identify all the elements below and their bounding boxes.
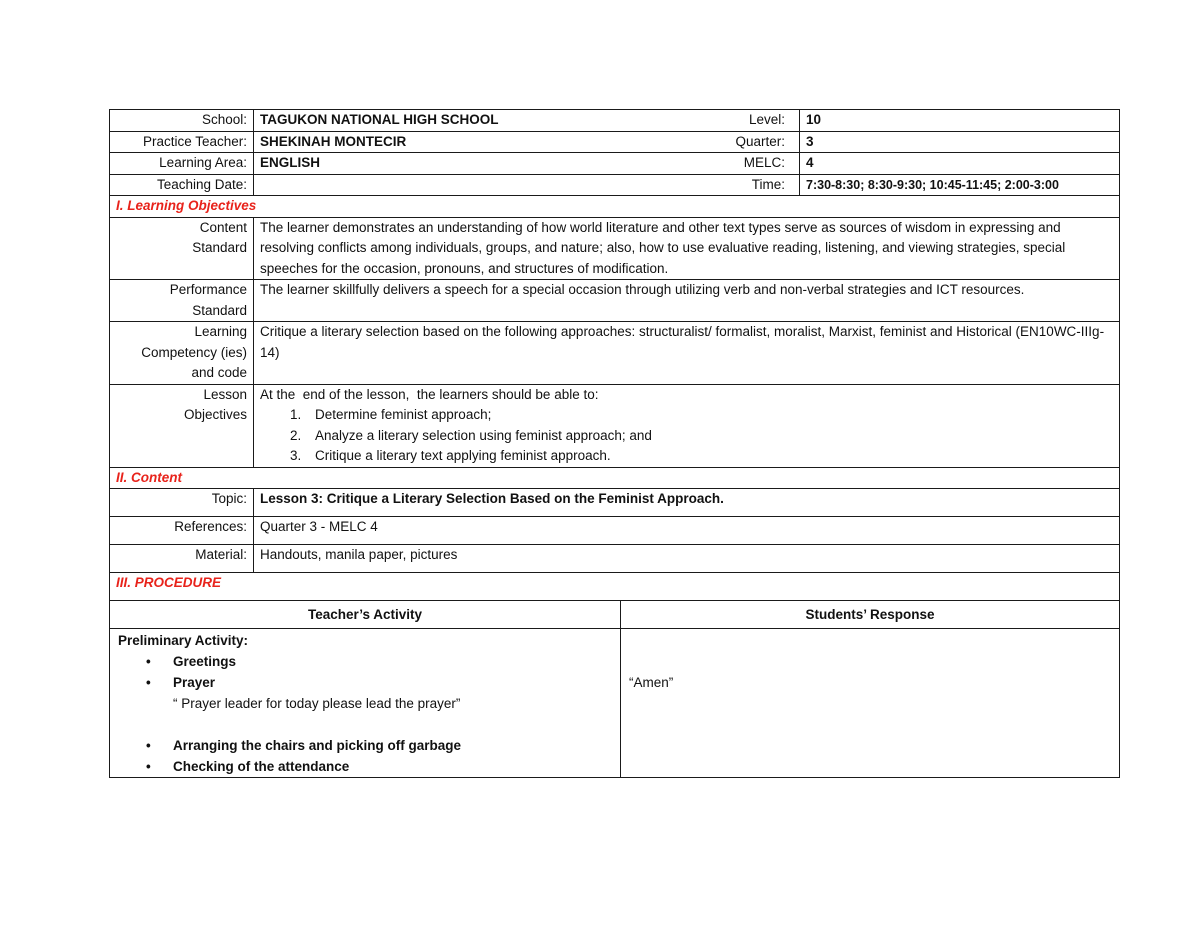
date-label: Teaching Date:: [110, 174, 254, 196]
content-standard-label: Content Standard: [110, 217, 254, 280]
lesson-objectives-list: [260, 405, 1113, 467]
lesson-objective-item: 1. Determine feminist approach;: [305, 405, 1113, 426]
procedure-section-row: [110, 573, 1120, 601]
area-melc-cell: [254, 153, 800, 175]
teacher-activity-cell: [110, 629, 621, 778]
teacher-quarter-cell: [254, 131, 800, 153]
arranging-item: • Arranging the chairs and picking off garbage: [173, 735, 612, 756]
prayer-quote: “ Prayer leader for today please lead the prayer”: [173, 696, 461, 711]
procedure-header-row: [110, 601, 1120, 629]
preliminary-activity-list-2: [118, 735, 612, 777]
spacer: [118, 714, 612, 735]
lesson-objective-item: 3. Critique a literary text applying feminist approach.: [305, 446, 1113, 467]
school-label: School:: [110, 110, 254, 132]
procedure-table: [109, 600, 1120, 778]
content-standard-row: [110, 217, 1120, 280]
lesson-objectives-row: [110, 384, 1120, 467]
area-value: ENGLISH: [260, 155, 321, 170]
lesson-plan-table: [109, 109, 1120, 601]
references-label: References:: [110, 517, 254, 545]
lesson-plan-page: [109, 109, 1119, 778]
lesson-objectives-cell: [254, 384, 1120, 467]
lesson-objective-item: 2. Analyze a literary selection using feminist approach; and: [305, 426, 1113, 447]
competency-row: [110, 322, 1120, 385]
topic-label: Topic:: [110, 489, 254, 517]
content-standard-text: The learner demonstrates an understanding of how world literature and other text types serve as sources of wisdom in expressing and resolving conflicts among individuals, groups, and nature; also, how to use evaluative reading, listening, and viewing strategies, special speeches for the occasion, pronouns, and structures of modification.: [254, 217, 1120, 280]
references-value: Quarter 3 - MELC 4: [254, 517, 1120, 545]
preliminary-activity-list: [118, 651, 612, 693]
teacher-label: Practice Teacher:: [110, 131, 254, 153]
lesson-objectives-label: Lesson Objectives: [110, 384, 254, 467]
competency-text: Critique a literary selection based on the following approaches: structuralist/ formalist, moralist, Marxist, feminist and Historical (EN10WC-IIIg- 14): [254, 322, 1120, 385]
school-level-cell: [254, 110, 800, 132]
material-row: [110, 545, 1120, 573]
date-time-cell: [254, 174, 800, 196]
area-label: Learning Area:: [110, 153, 254, 175]
topic-row: [110, 489, 1120, 517]
teacher-activity-header: Teacher’s Activity: [110, 601, 621, 629]
greetings-item: • Greetings: [173, 651, 612, 672]
spacer: [629, 630, 1111, 672]
performance-standard-label: Performance Standard: [110, 280, 254, 322]
time-value: 7:30-8:30; 8:30-9:30; 10:45-11:45; 2:00-3:00: [800, 174, 1120, 196]
level-label: Level:: [748, 112, 785, 127]
procedure-section-title: III. PROCEDURE: [110, 573, 1120, 601]
level-value: 10: [800, 110, 1120, 132]
melc-label: MELC:: [743, 155, 785, 170]
area-row: [110, 153, 1120, 175]
content-section-row: [110, 467, 1120, 489]
school-row: [110, 110, 1120, 132]
student-response-amen: “Amen”: [629, 675, 674, 690]
references-row: [110, 517, 1120, 545]
material-value: Handouts, manila paper, pictures: [254, 545, 1120, 573]
melc-value: 4: [800, 153, 1120, 175]
topic-value: Lesson 3: Critique a Literary Selection Based on the Feminist Approach.: [254, 489, 1120, 517]
students-response-header: Students’ Response: [621, 601, 1120, 629]
procedure-body-row: [110, 629, 1120, 778]
performance-standard-text: The learner skillfully delivers a speech for a special occasion through utilizing verb and non-verbal strategies and ICT resources.: [254, 280, 1120, 322]
prayer-item: • Prayer: [173, 672, 612, 693]
objectives-section-row: [110, 196, 1120, 218]
teacher-row: [110, 131, 1120, 153]
school-value: TAGUKON NATIONAL HIGH SCHOOL: [260, 112, 499, 127]
objectives-section-title: I. Learning Objectives: [110, 196, 1120, 218]
time-label: Time:: [751, 176, 785, 192]
attendance-item: • Checking of the attendance: [173, 756, 612, 777]
date-row: [110, 174, 1120, 196]
performance-standard-row: [110, 280, 1120, 322]
quarter-label: Quarter:: [735, 133, 785, 149]
students-response-cell: [621, 629, 1120, 778]
material-label: Material:: [110, 545, 254, 573]
teacher-value: SHEKINAH MONTECIR: [260, 133, 407, 149]
quarter-value: 3: [800, 131, 1120, 153]
content-section-title: II. Content: [110, 467, 1120, 489]
preliminary-activity-label: Preliminary Activity:: [118, 633, 249, 648]
lesson-objectives-intro: At the end of the lesson, the learners should be able to:: [260, 386, 599, 402]
competency-label: Learning Competency (ies) and code: [110, 322, 254, 385]
